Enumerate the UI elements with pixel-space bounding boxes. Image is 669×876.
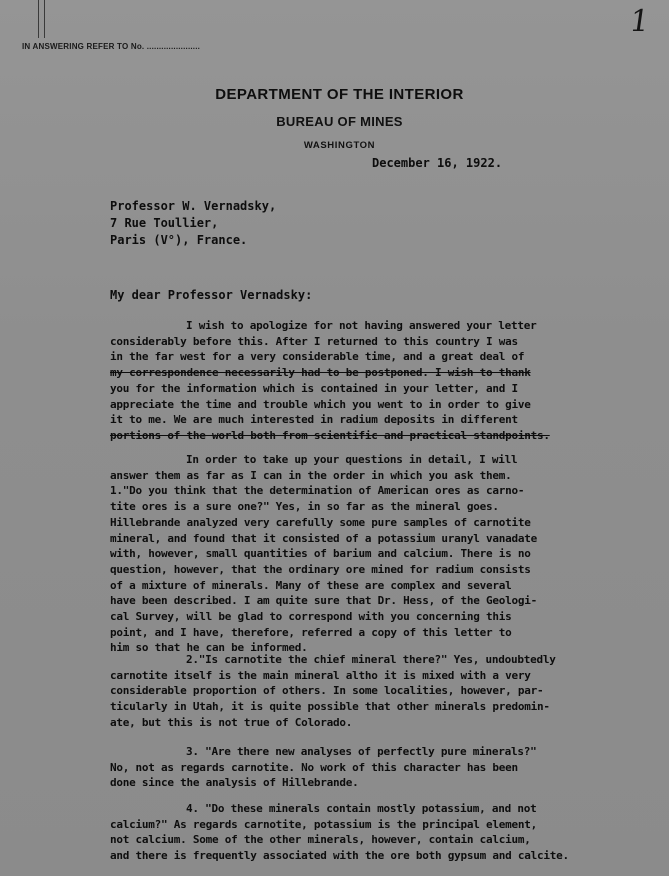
- text-line: In order to take up your questions in detail, I will: [186, 453, 518, 466]
- recipient-city: Paris (V°), France.: [110, 233, 248, 247]
- text-line: question, however, that the ordinary ore mined for radium consists: [110, 562, 531, 576]
- recipient-street: 7 Rue Toullier,: [110, 216, 219, 230]
- text-line: appreciate the time and trouble which you went to in order to give: [110, 397, 531, 411]
- text-line: calcium?" As regards carnotite, potassium is the principal element,: [110, 817, 537, 831]
- text-line: 3. "Are there new analyses of perfectly pure minerals?": [186, 745, 537, 758]
- recipient-address: [110, 198, 276, 249]
- text-line: tite ores is a sure one?" Yes, in so far as the mineral goes.: [110, 500, 499, 514]
- recipient-name: Professor W. Vernadsky,: [110, 199, 277, 213]
- body-paragraph: [110, 801, 569, 864]
- letterhead-city: WASHINGTON: [303, 140, 376, 151]
- text-line: Hillebrande analyzed very carefully some pure samples of carnotite: [110, 515, 531, 529]
- refer-line: IN ANSWERING REFER TO No. ......................: [22, 42, 201, 51]
- text-line: portions of the world both from scientific and practical standpoints.: [110, 428, 550, 442]
- text-line: of a mixture of minerals. Many of these are complex and several: [110, 578, 512, 592]
- text-line: and there is frequently associated with the ore both gypsum and calcite.: [110, 849, 569, 863]
- text-line: 4. "Do these minerals contain mostly potassium, and not: [186, 802, 537, 815]
- text-line: my correspondence necessarily had to be postponed. I wish to thank: [110, 366, 531, 380]
- text-line: you for the information which is contained in your letter, and I: [110, 381, 518, 395]
- text-line: not calcium. Some of the other minerals, however, contain calcium,: [110, 833, 531, 847]
- letterhead-bureau: BUREAU OF MINES: [276, 114, 403, 129]
- body-paragraph: [110, 452, 537, 656]
- text-line: considerable proportion of others. In some localities, however, par-: [110, 684, 544, 698]
- text-line: him so that he can be informed.: [110, 641, 308, 655]
- margin-mark: [38, 0, 39, 38]
- text-line: mineral, and found that it consisted of a potassium uranyl vanadate: [110, 531, 537, 545]
- body-paragraph: [110, 318, 550, 444]
- text-line: done since the analysis of Hillebrande.: [110, 776, 359, 790]
- text-line: I wish to apologize for not having answered your letter: [186, 319, 537, 332]
- margin-mark: [44, 0, 45, 38]
- text-line: carnotite itself is the main mineral altho it is mixed with a very: [110, 668, 531, 682]
- letter-date: December 16, 1922.: [372, 156, 503, 170]
- text-line: ate, but this is not true of Colorado.: [110, 715, 353, 729]
- page-number: 1: [627, 4, 652, 39]
- text-line: answer them as far as I can in the order in which you ask them.: [110, 468, 512, 482]
- body-paragraph: [110, 652, 556, 731]
- text-line: 1."Do you think that the determination of American ores as carno-: [110, 484, 525, 498]
- text-line: point, and I have, therefore, referred a copy of this letter to: [110, 625, 512, 639]
- text-line: ticularly in Utah, it is quite possible that other minerals predomin-: [110, 700, 550, 714]
- letterhead-department: DEPARTMENT OF THE INTERIOR: [215, 86, 464, 103]
- body-paragraph: [110, 744, 537, 791]
- text-line: cal Survey, will be glad to correspond with you concerning this: [110, 610, 512, 624]
- salutation: My dear Professor Vernadsky:: [110, 288, 313, 302]
- text-line: have been described. I am quite sure that Dr. Hess, of the Geologi-: [110, 594, 537, 608]
- text-line: it to me. We are much interested in radium deposits in different: [110, 413, 518, 427]
- text-line: with, however, small quantities of barium and calcium. There is no: [110, 547, 531, 561]
- text-line: 2."Is carnotite the chief mineral there?" Yes, undoubtedly: [186, 653, 556, 666]
- text-line: in the far west for a very considerable time, and a great deal of: [110, 350, 525, 364]
- text-line: considerably before this. After I returned to this country I was: [110, 334, 518, 348]
- text-line: No, not as regards carnotite. No work of this character has been: [110, 760, 518, 774]
